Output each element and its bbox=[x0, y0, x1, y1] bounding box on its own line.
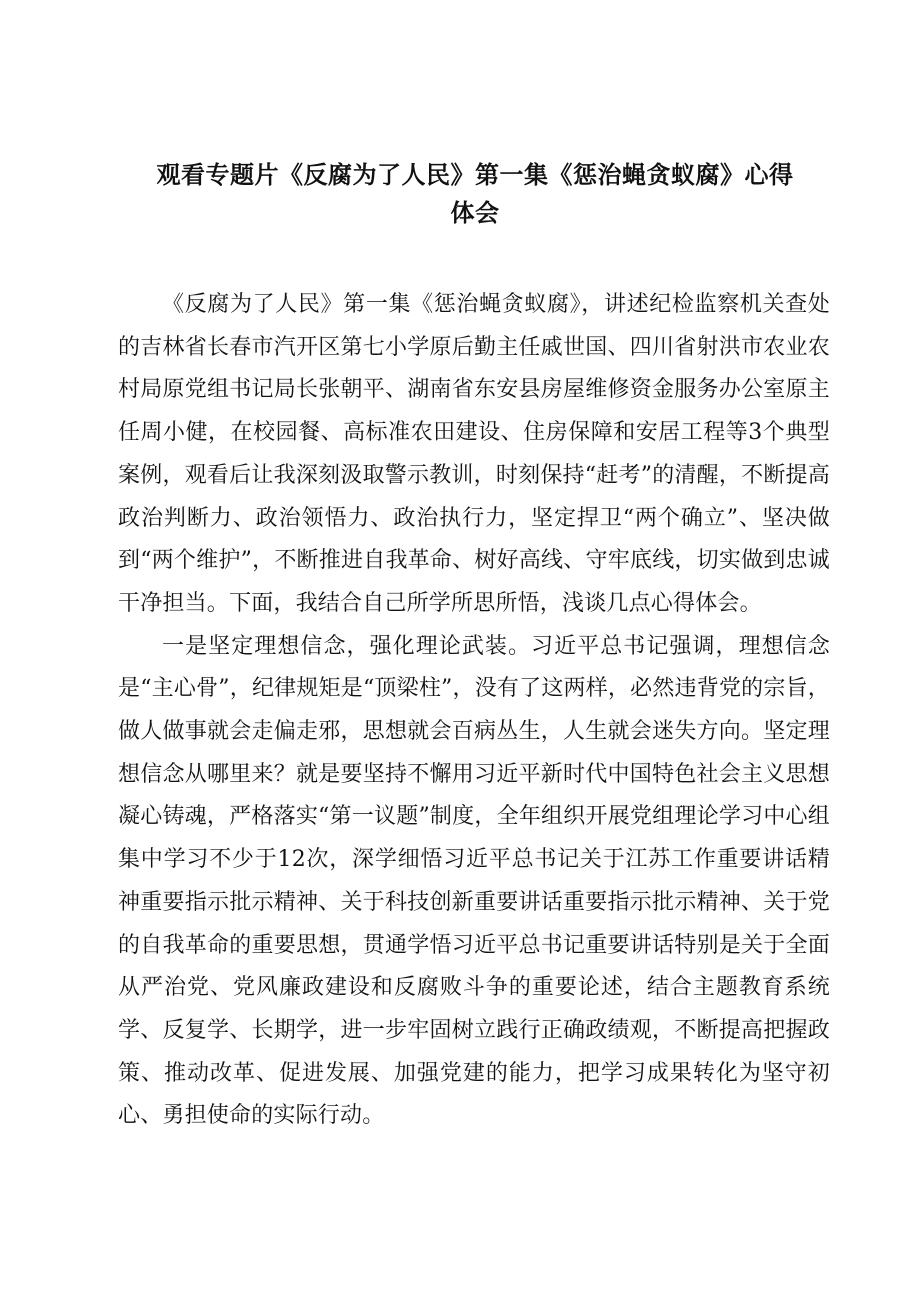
title-line-2: 体会 bbox=[450, 199, 500, 227]
document-body bbox=[118, 284, 830, 1138]
paragraph-point-one: 一是坚定理想信念，强化理论武装。习近平总书记强调，理想信念是“主心骨”，纪律规矩是“顶梁柱”，没有了这两样，必然违背党的宗旨，做人做事就会走偏走邪，思想就会百病丛生，人生就会迷失方向。坚定理想信念从哪里来？就是要坚持不懈用习近平新时代中国特色社会主义思想凝心铸魂，严格落实“第一议题”制度，全年组织开展党组理论学习中心组集中学习不少于12次，深学细悟习近平总书记关于江苏工作重要讲话精神重要指示批示精神、关于科技创新重要讲话重要指示批示精神、关于党的自我革命的重要思想，贯通学悟习近平总书记重要讲话特别是关于全面从严治党、党风廉政建设和反腐败斗争的重要论述，结合主题教育系统学、反复学、长期学，进一步牢固树立践行正确政绩观，不断提高把握政策、推动改革、促进发展、加强党建的能力，把学习成果转化为坚守初心、勇担使命的实际行动。 bbox=[118, 633, 830, 1129]
title-line-1: 观看专题片《反腐为了人民》第一集《惩治蝇贪蚁腐》心得 bbox=[156, 161, 794, 189]
document-title bbox=[120, 156, 830, 232]
paragraph-intro: 《反腐为了人民》第一集《惩治蝇贪蚁腐》，讲述纪检监察机关查处的吉林省长春市汽开区第七小学原后勤主任戚世国、四川省射洪市农业农村局原党组书记局长张朝平、湖南省东安县房屋维修资金服务办公室原主任周小健，在校园餐、高标准农田建设、住房保障和安居工程等3个典型案例，观看后让我深刻汲取警示教训，时刻保持“赶考”的清醒，不断提高政治判断力、政治领悟力、政治执行力，坚定捍卫“两个确立”、坚决做到“两个维护”，不断推进自我革命、树好高线、守牢底线，切实做到忠诚干净担当。下面，我结合自己所学所思所悟，浅谈几点心得体会。 bbox=[118, 292, 830, 616]
